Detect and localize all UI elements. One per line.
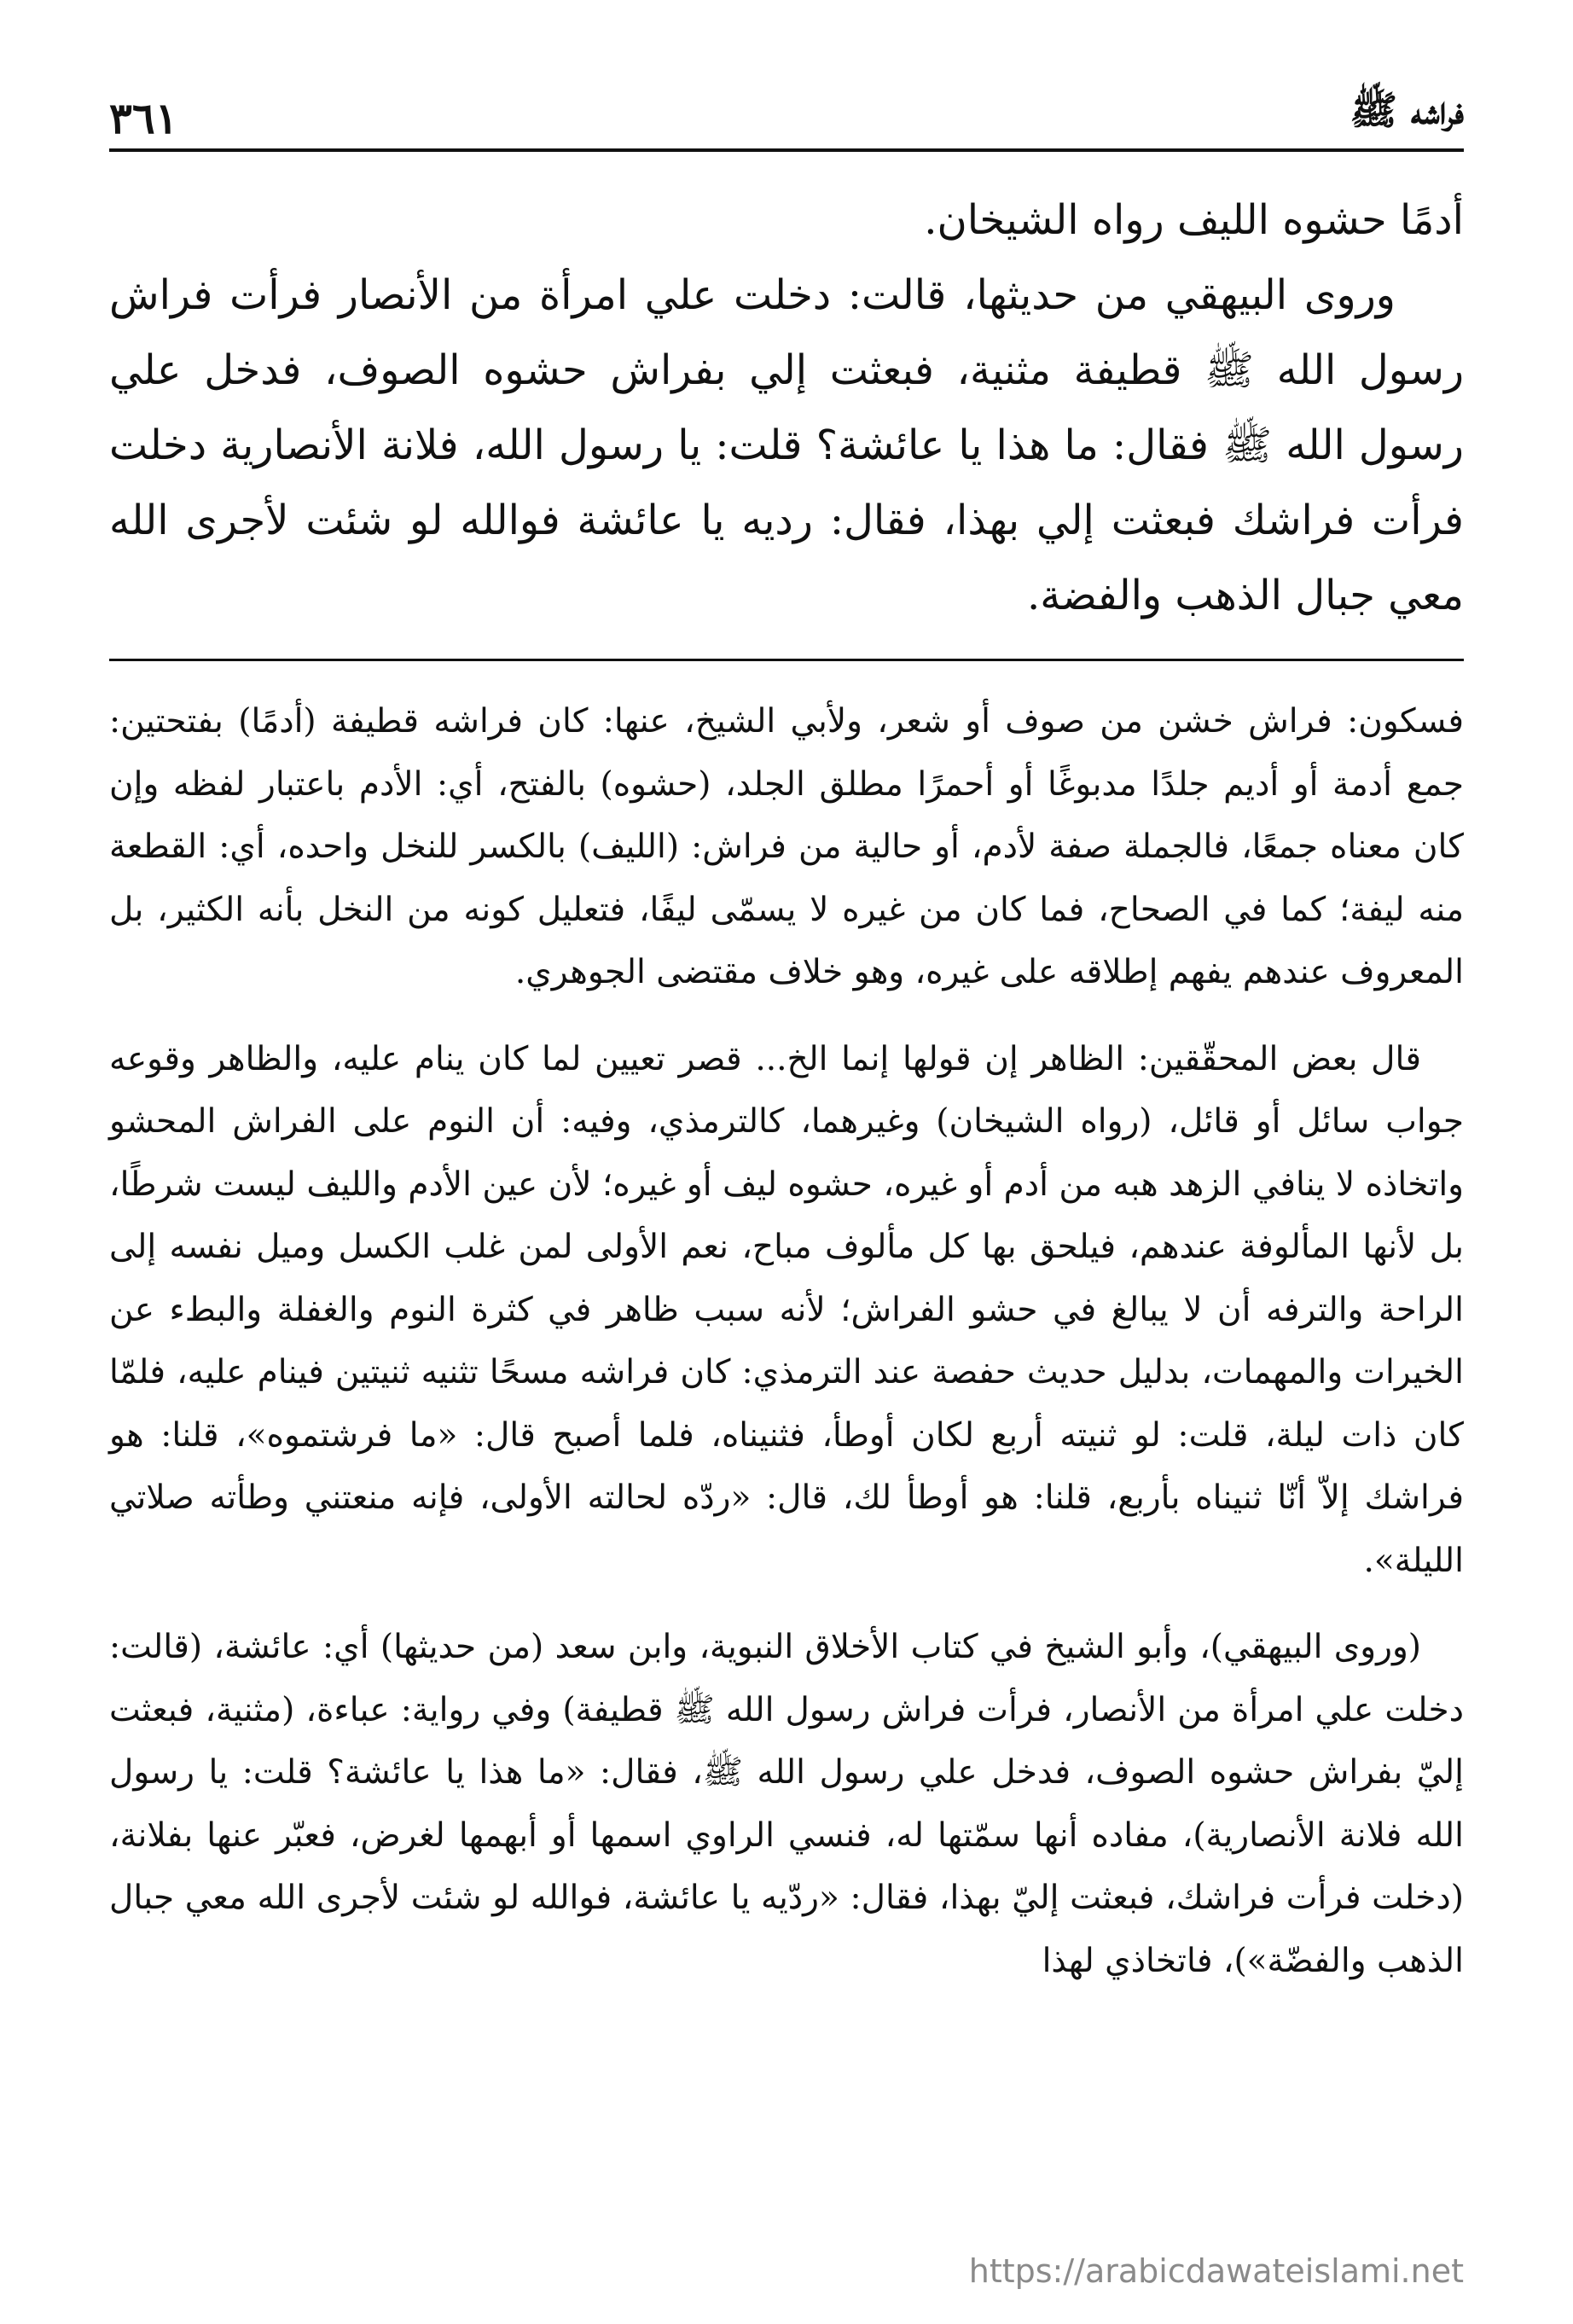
main-paragraph: أدمًا حشوه الليف رواه الشيخان.	[924, 196, 1464, 244]
page-number: ٣٦١	[109, 93, 178, 143]
commentary-paragraph: (وروى البيهقي)، وأبو الشيخ في كتاب الأخلاق النبوية، وابن سعد (من حديثها) أي: عائشة، (قالت: دخلت علي امرأة من الأنصار، فرأت فراش رسول الله ﷺ قطيفة) وفي رواية: عباءة، (مثنية، فبعثت إليّ بفراش حشوه الصوف، فدخل علي رسول الله ﷺ، فقال: «ما هذا يا عائشة؟ قلت: يا رسول الله فلانة الأنصارية)، مفاده أنها سمّتها له، فنسي الراوي اسمها أو أبهمها لغرض، فعبّر عنها بفلانة، (دخلت فرأت فراشك، فبعثت إليّ بهذا، فقال: «ردّيه يا عائشة، فوالله لو شئت لأجرى الله معي جبال الذهب والفضّة»)، فاتخاذي لهذا	[109, 1628, 1464, 1980]
commentary-paragraph: فسكون: فراش خشن من صوف أو شعر، ولأبي الشيخ، عنها: كان فراشه قطيفة (أدمًا) بفتحتين: جمع أدمة أو أديم جلدًا مدبوغًا أو أحمرًا مطلق الجلد، (حشوه) بالفتح، أي: الأدم باعتبار لفظه وإن كان معناه جمعًا، فالجملة صفة لأدم، أو حالية من فراش: (الليف) بالكسر للنخل واحده، أي: القطعة منه ليفة؛ كما في الصحاح، فما كان من غيره لا يسمّى ليفًا، فتعليل كونه من النخل بأنه الكثير، بل المعروف عندهم يفهم إطلاقه على غيره، وهو خلاف مقتضى الجوهري.	[109, 702, 1464, 991]
watermark-url: https://arabicdawateislami.net	[968, 2252, 1464, 2290]
main-paragraph: وروى البيهقي من حديثها، قالت: دخلت علي امرأة من الأنصار فرأت فراش رسول الله ﷺ قطيفة مثنية، فبعثت إلي بفراش حشوه الصوف، فدخل علي رسول الله ﷺ فقال: ما هذا يا عائشة؟ قلت: يا رسول الله، فلانة الأنصارية دخلت فرأت فراشك فبعثت إلي بهذا، فقال: رديه يا عائشة فوالله لو شئت لأجرى الله معي جبال الذهب والفضة.	[109, 271, 1465, 619]
main-text	[109, 183, 1464, 633]
page-header	[109, 75, 1464, 152]
commentary-text	[109, 690, 1464, 1992]
footnote-separator	[109, 659, 1464, 661]
commentary-paragraph: قال بعض المحقّقين: الظاهر إن قولها إنما الخ... قصر تعيين لما كان ينام عليه، والظاهر وقوعه جواب سائل أو قائل، (رواه الشيخان) وغيرهما، كالترمذي، وفيه: أن النوم على الفراش المحشو واتخاذه لا ينافي الزهد هبه من أدم أو غيره، حشوه ليف أو غيره؛ لأن عين الأدم والليف ليست شرطًا، بل لأنها المألوفة عندهم، فيلحق بها كل مألوف مباح، نعم الأولى لمن غلب الكسل وميل نفسه إلى الراحة والترفه أن لا يبالغ في حشو الفراش؛ لأنه سبب ظاهر في كثرة النوم والغفلة والبطء عن الخيرات والمهمات، بدليل حديث حفصة عند الترمذي: كان فراشه مسحًا تثنيه ثنيتين فينام عليه، فلمّا كان ذات ليلة، قلت: لو ثنيته أربع لكان أوطأ، فثنيناه، فلما أصبح قال: «ما فرشتموه»، قلنا: هو فراشك إلاّ أنّا ثنيناه بأربع، قلنا: هو أوطأ لك، قال: «ردّه لحالته الأولى، فإنه منعتني وطأته صلاتي الليلة».	[109, 1039, 1464, 1580]
running-title: فراشه ﷺ	[1350, 87, 1464, 133]
